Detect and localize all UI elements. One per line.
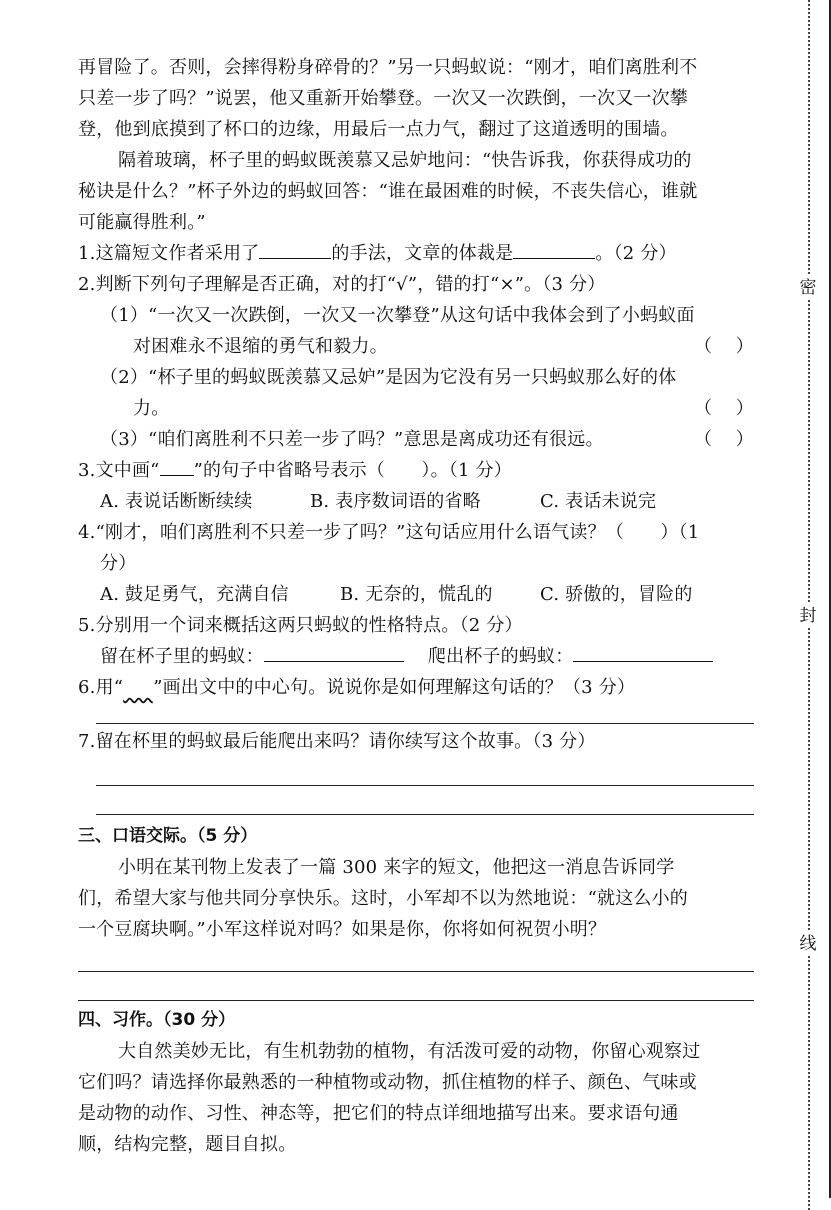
question-7: 7.留在杯里的蚂蚁最后能爬出来吗？请你续写这个故事。（3 分） [78, 731, 596, 752]
question-3: 3.文中画“ ”的句子中省略号表示（ ）。（1 分） [78, 460, 512, 481]
passage-line: 登，他到底摸到了杯口的边缘，用最后一点力气，翻过了这道透明的围墙。 [78, 119, 679, 140]
q2-item-2-line-1: （2）“杯子里的蚂蚁既羡慕又忌妒”是因为它没有另一只蚂蚁那么好的体 [100, 367, 677, 388]
binding-margin [771, 0, 831, 1210]
q2-item-2-line-2: 力。 （ ） [78, 393, 754, 424]
passage-line: 可能赢得胜利。” [78, 212, 206, 233]
q1-blank-1[interactable] [259, 242, 331, 259]
question-1: 1.这篇短文作者采用了 的手法，文章的体裁是 。（2 分） [78, 243, 677, 264]
q5-blank-left[interactable] [264, 645, 404, 662]
seal-char-feng: 封 [796, 604, 820, 628]
question-4-line-1: 4.“刚才，咱们离胜利不只差一步了吗？”这句话应用什么语气读？（ ）（1 [78, 522, 700, 543]
question-4-line-2: 分） [100, 553, 137, 574]
wavy-underline-sample: ​ [123, 677, 153, 698]
passage-line: 秘诀是什么？”杯子外边的蚂蚁回答：“谁在最困难的时候，不丧失信心，谁就 [78, 181, 698, 202]
q2-item-2-answer[interactable]: （ ） [694, 398, 754, 419]
q4-option-c[interactable]: C. 骄傲的，冒险的 [540, 584, 693, 605]
section-3-heading: 三、口语交际。（5 分） [78, 826, 258, 846]
q5-answers: 留在杯子里的蚂蚁： 爬出杯子的蚂蚁： [78, 641, 754, 672]
q2-item-3-answer[interactable]: （ ） [694, 429, 754, 450]
section-4-line: 顺，结构完整，题目自拟。 [78, 1134, 297, 1155]
section-3-line: 们，希望大家与他共同分享快乐。这时，小军却不以为然地说：“就这么小的 [78, 888, 688, 909]
section-4-line: 它们吗？请选择你最熟悉的一种植物或动物，抓住植物的样子、颜色、气味或 [78, 1072, 697, 1093]
q3-option-c[interactable]: C. 表话未说完 [540, 491, 657, 512]
q5-blank-right[interactable] [573, 645, 713, 662]
question-5: 5.分别用一个词来概括这两只蚂蚁的性格特点。（2 分） [78, 615, 523, 636]
q2-item-1-line-2: 对困难永不退缩的勇气和毅力。 （ ） [78, 331, 754, 362]
q4-options [78, 579, 754, 610]
q3-options [78, 486, 754, 517]
passage-line: 只差一步了吗？”说罢，他又重新开始攀登。一次又一次跌倒，一次又一次攀 [78, 88, 688, 109]
q4-option-b[interactable]: B. 无奈的，慌乱的 [340, 584, 493, 605]
passage-line: 再冒险了。否则，会摔得粉身碎骨的？”另一只蚂蚁说：“刚才，咱们离胜利不 [78, 57, 698, 78]
question-6: 6.用“​ ”画出文中的中心句。说说你是如何理解这句话的？（3 分） [78, 672, 754, 703]
q1-blank-2[interactable] [513, 242, 595, 259]
seal-char-mi: 密 [796, 276, 820, 300]
q2-item-1-answer[interactable]: （ ） [694, 336, 754, 357]
section-3-line: 一个豆腐块啊。”小军这样说对吗？如果是你，你将如何祝贺小明？ [78, 919, 607, 940]
q2-item-3: （3）“咱们离胜利不只差一步了吗？”意思是离成功还有很远。 （ ） [78, 424, 754, 455]
exam-page [78, 52, 754, 1160]
passage-line: 隔着玻璃，杯子里的蚂蚁既羡慕又忌妒地问：“快告诉我，你获得成功的 [118, 150, 692, 171]
question-2-title: 2.判断下列句子理解是否正确，对的打“√”，错的打“×”。（3 分） [78, 274, 606, 295]
q4-option-a[interactable]: A. 鼓足勇气，充满自信 [100, 584, 289, 605]
section-3-line: 小明在某刊物上发表了一篇 300 来字的短文，他把这一消息告诉同学 [118, 857, 675, 878]
section-4-heading: 四、习作。（30 分） [78, 1010, 236, 1030]
q3-option-a[interactable]: A. 表说话断断续续 [100, 491, 253, 512]
q3-underline-sample [160, 459, 194, 476]
seal-char-xian: 线 [796, 932, 820, 956]
q3-option-b[interactable]: B. 表序数词语的省略 [310, 491, 481, 512]
section-4-line: 大自然美妙无比，有生机勃勃的植物，有活泼可爱的动物，你留心观察过 [118, 1041, 701, 1062]
q2-item-1-line-1: （1）“一次又一次跌倒，一次又一次攀登”从这句话中我体会到了小蚂蚁面 [100, 305, 695, 326]
section-4-line: 是动物的动作、习性、神态等，把它们的特点详细地描写出来。要求语句通 [78, 1103, 679, 1124]
